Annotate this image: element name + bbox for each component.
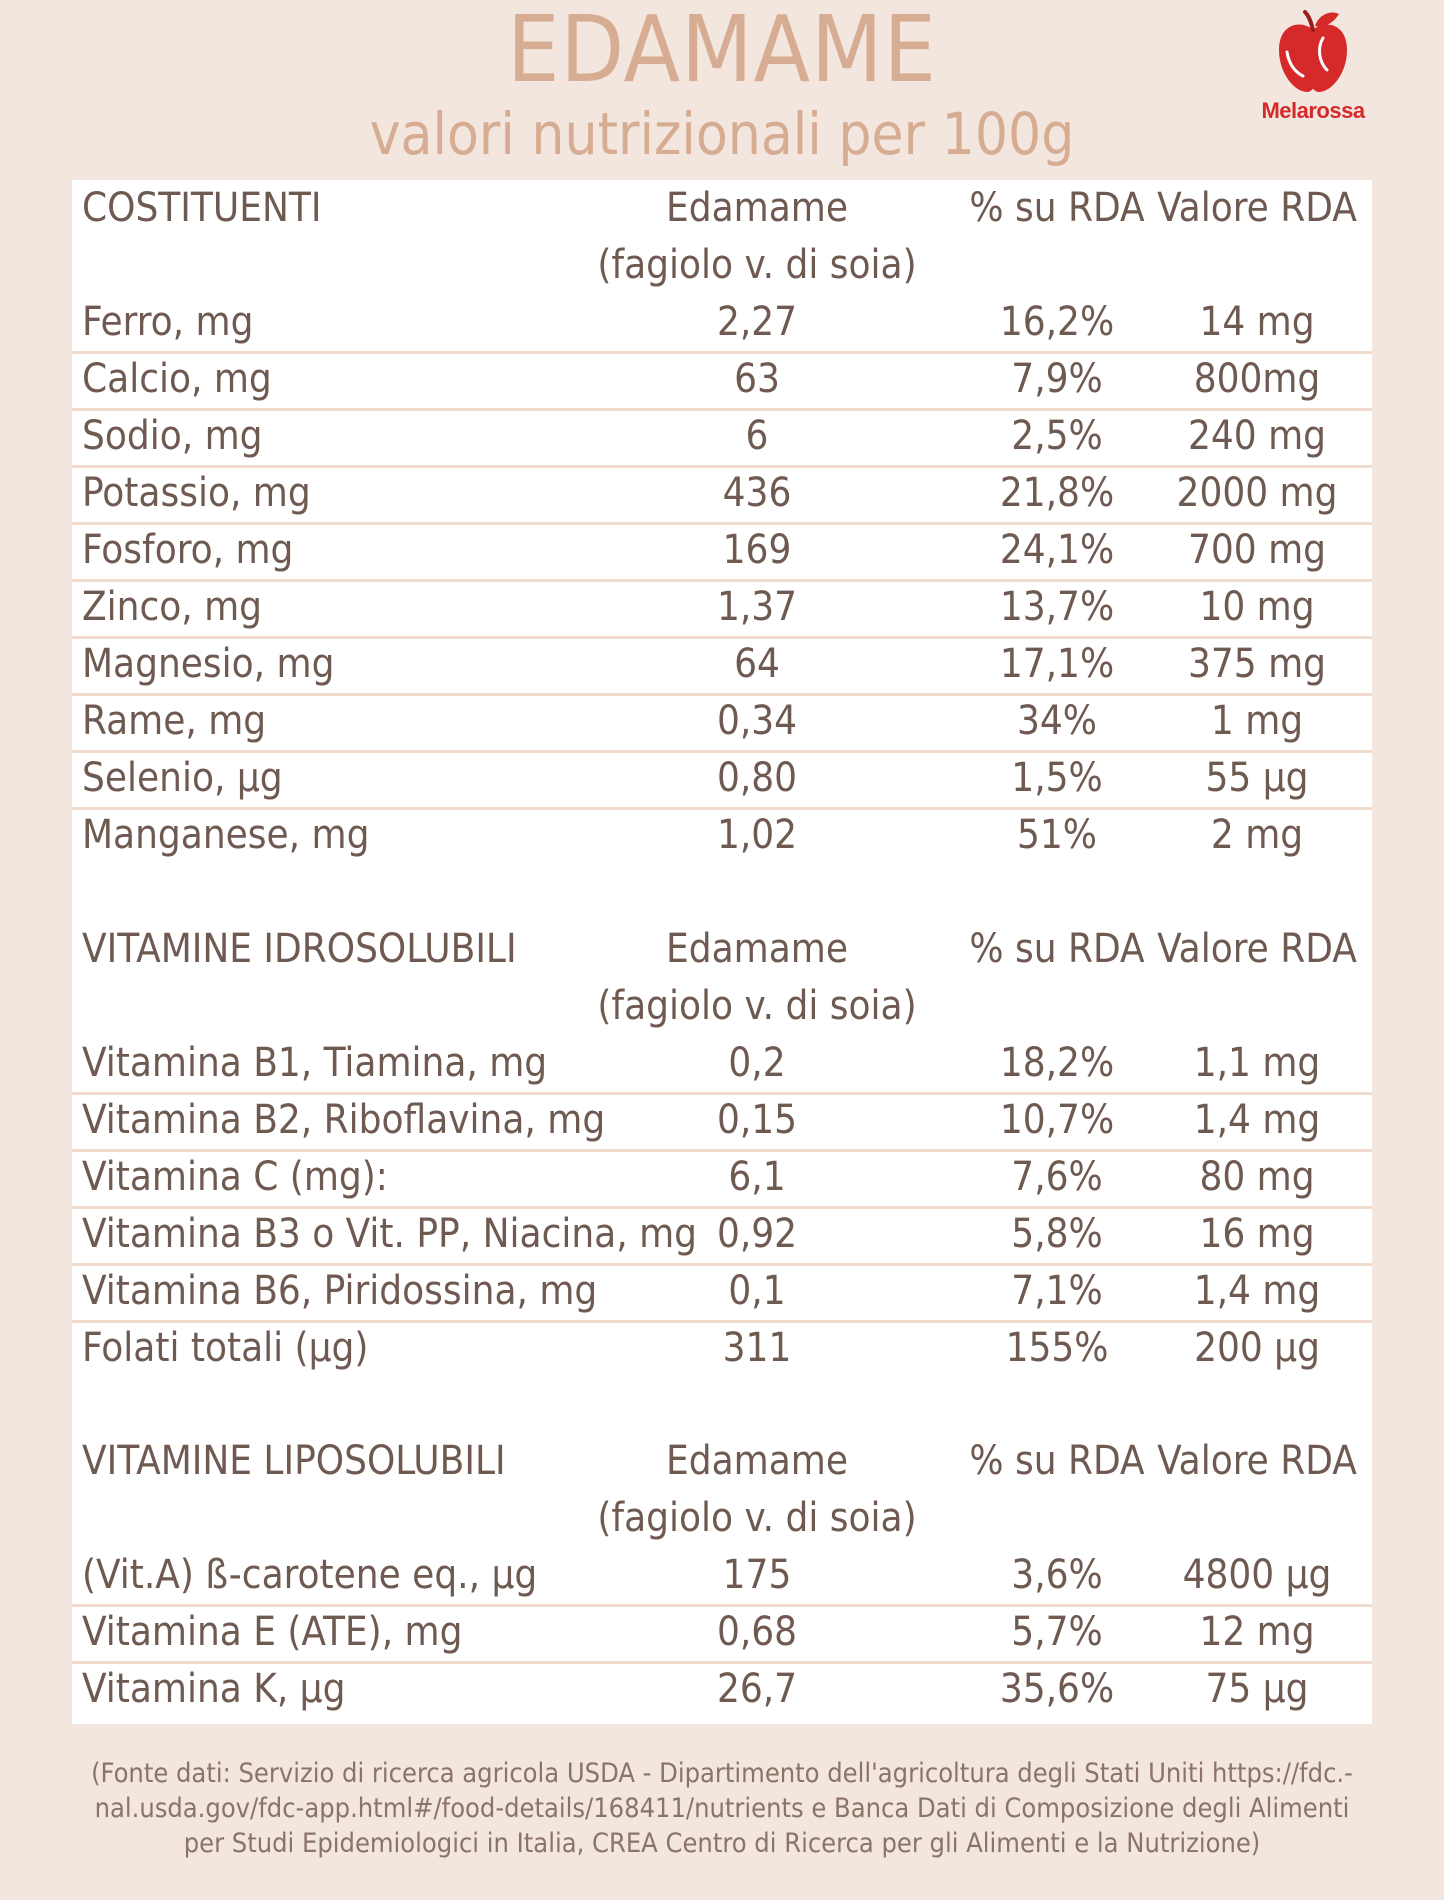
table-header-sub xyxy=(72,237,1372,294)
table-row xyxy=(72,1547,1372,1607)
nutrient-pct: 17,1% xyxy=(999,641,1115,687)
nutrient-rda: 80 mg xyxy=(1199,1154,1315,1200)
nutrient-name: Vitamina E (ATE), mg xyxy=(82,1609,463,1655)
nutrient-value: 26,7 xyxy=(716,1666,798,1712)
brand-logo[interactable] xyxy=(1248,8,1378,138)
col-food-header: Edamame xyxy=(666,185,848,231)
nutrient-pct: 5,7% xyxy=(1011,1609,1103,1655)
nutrient-name: (Vit.A) ß-carotene eq., µg xyxy=(82,1552,538,1598)
nutrient-rda: 55 µg xyxy=(1205,755,1309,801)
nutrient-pct: 35,6% xyxy=(999,1666,1115,1712)
table-row xyxy=(72,1149,1372,1209)
nutrient-name: Vitamina B3 o Vit. PP, Niacina, mg xyxy=(82,1211,697,1257)
table-row xyxy=(72,636,1372,696)
nutrient-name: Selenio, µg xyxy=(82,755,283,801)
col-pct-header: % su RDA xyxy=(969,926,1145,972)
nutrient-name: Vitamina B1, Tiamina, mg xyxy=(82,1040,548,1086)
nutrient-rda: 200 µg xyxy=(1194,1325,1320,1371)
source-footnote xyxy=(60,1756,1384,1861)
nutrient-rda: 10 mg xyxy=(1199,584,1315,630)
section-heading: VITAMINE IDROSOLUBILI xyxy=(82,926,517,972)
nutrient-pct: 16,2% xyxy=(999,299,1115,345)
nutrient-pct: 7,9% xyxy=(1011,356,1103,402)
nutrient-pct: 21,8% xyxy=(999,470,1115,516)
col-rda-header: Valore RDA xyxy=(1157,185,1357,231)
nutrient-pct: 10,7% xyxy=(999,1097,1115,1143)
nutrient-rda: 240 mg xyxy=(1187,413,1326,459)
nutrient-pct: 24,1% xyxy=(999,527,1115,573)
nutrient-value: 1,02 xyxy=(716,812,798,858)
nutrient-value: 6,1 xyxy=(728,1154,786,1200)
nutrient-rda: 1,1 mg xyxy=(1193,1040,1321,1086)
table-row xyxy=(72,351,1372,411)
nutrient-name: Sodio, mg xyxy=(82,413,263,459)
table-row xyxy=(72,579,1372,639)
table-row xyxy=(72,1320,1372,1377)
col-food-subheader: (fagiolo v. di soia) xyxy=(597,242,917,288)
col-rda-header: Valore RDA xyxy=(1157,926,1357,972)
nutrient-name: Vitamina K, µg xyxy=(82,1666,346,1712)
table-row xyxy=(72,1661,1372,1718)
footnote-line: (Fonte dati: Servizio di ricerca agricola USDA - Dipartimento dell'agricoltura degli Stati Uniti https://fdc.- xyxy=(91,1758,1353,1789)
table-row xyxy=(72,693,1372,753)
nutrient-value: 64 xyxy=(734,641,780,687)
page-subtitle: valori nutrizionali per 100g xyxy=(369,100,1075,168)
section-heading: COSTITUENTI xyxy=(82,185,322,231)
nutrient-name: Manganese, mg xyxy=(82,812,370,858)
nutrient-rda: 2 mg xyxy=(1210,812,1304,858)
nutrient-name: Vitamina B6, Piridossina, mg xyxy=(82,1268,598,1314)
logo-text: Melarossa xyxy=(1261,98,1365,123)
nutrient-pct: 7,1% xyxy=(1011,1268,1103,1314)
nutrient-rda: 1,4 mg xyxy=(1193,1097,1321,1143)
nutrient-value: 2,27 xyxy=(716,299,798,345)
nutrient-value: 175 xyxy=(722,1552,792,1598)
footnote-line: nal.usda.gov/fdc-app.html#/food-details/168411/nutrients e Banca Dati di Composizione degli Alimenti xyxy=(94,1793,1350,1824)
nutrient-value: 0,2 xyxy=(728,1040,786,1086)
nutrient-value: 0,1 xyxy=(728,1268,786,1314)
table-header xyxy=(72,921,1372,978)
section-heading: VITAMINE LIPOSOLUBILI xyxy=(82,1438,506,1484)
table-row xyxy=(72,408,1372,468)
nutrient-name: Rame, mg xyxy=(82,698,267,744)
nutrient-pct: 1,5% xyxy=(1011,755,1103,801)
nutrient-rda: 16 mg xyxy=(1199,1211,1315,1257)
nutrient-value: 311 xyxy=(722,1325,792,1371)
nutrient-value: 0,92 xyxy=(716,1211,798,1257)
col-pct-header: % su RDA xyxy=(969,185,1145,231)
nutrient-value: 0,80 xyxy=(716,755,798,801)
nutrient-pct: 155% xyxy=(1005,1325,1109,1371)
col-rda-header: Valore RDA xyxy=(1157,1438,1357,1484)
col-food-header: Edamame xyxy=(666,926,848,972)
nutrient-name: Fosforo, mg xyxy=(82,527,294,573)
table-header xyxy=(72,1433,1372,1490)
nutrient-rda: 375 mg xyxy=(1187,641,1326,687)
table-header-sub xyxy=(72,978,1372,1035)
nutrient-pct: 2,5% xyxy=(1011,413,1103,459)
nutrient-rda: 1 mg xyxy=(1210,698,1304,744)
nutrient-name: Zinco, mg xyxy=(82,584,263,630)
nutrient-name: Ferro, mg xyxy=(82,299,254,345)
nutrient-name: Magnesio, mg xyxy=(82,641,335,687)
nutrient-pct: 51% xyxy=(1017,812,1097,858)
nutrient-value: 169 xyxy=(722,527,792,573)
nutrient-name: Vitamina C (mg): xyxy=(82,1154,388,1200)
table-header-sub xyxy=(72,1490,1372,1547)
nutrient-pct: 5,8% xyxy=(1011,1211,1103,1257)
table-row xyxy=(72,750,1372,810)
table-row xyxy=(72,1092,1372,1152)
nutrient-rda: 12 mg xyxy=(1199,1609,1315,1655)
table-row xyxy=(72,1035,1372,1095)
nutrient-value: 0,34 xyxy=(716,698,798,744)
nutrient-name: Calcio, mg xyxy=(82,356,272,402)
nutrition-table xyxy=(72,180,1372,1724)
table-row xyxy=(72,294,1372,354)
nutrient-rda: 1,4 mg xyxy=(1193,1268,1321,1314)
nutrient-rda: 2000 mg xyxy=(1176,470,1338,516)
nutrient-value: 6 xyxy=(745,413,769,459)
table-header xyxy=(72,180,1372,237)
table-row xyxy=(72,522,1372,582)
col-food-subheader: (fagiolo v. di soia) xyxy=(597,983,917,1029)
nutrient-pct: 7,6% xyxy=(1011,1154,1103,1200)
table-row xyxy=(72,807,1372,864)
nutrient-pct: 34% xyxy=(1017,698,1097,744)
col-food-header: Edamame xyxy=(666,1438,848,1484)
nutrient-pct: 18,2% xyxy=(999,1040,1115,1086)
table-row xyxy=(72,465,1372,525)
nutrient-value: 63 xyxy=(734,356,780,402)
nutrient-rda: 700 mg xyxy=(1187,527,1326,573)
nutrient-pct: 13,7% xyxy=(999,584,1115,630)
apple-icon xyxy=(1273,8,1353,94)
nutrient-name: Potassio, mg xyxy=(82,470,311,516)
table-row xyxy=(72,1263,1372,1323)
nutrient-name: Folati totali (µg) xyxy=(82,1325,369,1371)
nutrient-rda: 14 mg xyxy=(1199,299,1315,345)
nutrient-rda: 4800 µg xyxy=(1182,1552,1332,1598)
nutrient-value: 1,37 xyxy=(716,584,798,630)
nutrient-rda: 75 µg xyxy=(1205,1666,1309,1712)
col-pct-header: % su RDA xyxy=(969,1438,1145,1484)
page-title: EDAMAME xyxy=(507,0,937,103)
nutrient-value: 0,68 xyxy=(716,1609,798,1655)
nutrient-value: 0,15 xyxy=(716,1097,798,1143)
footnote-line: per Studi Epidemiologici in Italia, CREA Centro di Ricerca per gli Alimenti e la Nutrizione) xyxy=(183,1828,1261,1859)
col-food-subheader: (fagiolo v. di soia) xyxy=(597,1495,917,1541)
nutrient-pct: 3,6% xyxy=(1011,1552,1103,1598)
table-row xyxy=(72,1206,1372,1266)
table-row xyxy=(72,1604,1372,1664)
nutrient-value: 436 xyxy=(722,470,792,516)
nutrient-rda: 800mg xyxy=(1193,356,1321,402)
nutrient-name: Vitamina B2, Riboflavina, mg xyxy=(82,1097,606,1143)
